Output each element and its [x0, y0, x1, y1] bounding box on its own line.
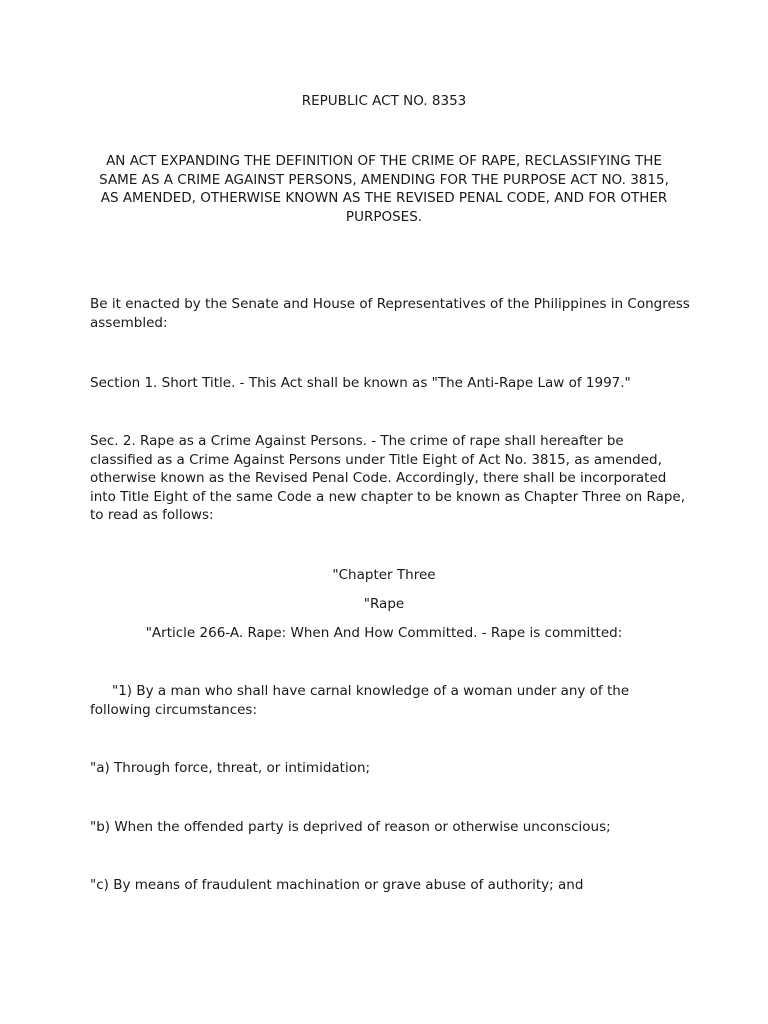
chapter-title: "Rape — [363, 596, 405, 612]
item-1-text: "1) By a man who shall have carnal knowledge of a woman under any of the following circumstances: — [90, 683, 630, 718]
item-c-text: "c) By means of fraudulent machination or grave abuse of authority; and — [90, 877, 584, 893]
chapter-heading: "Chapter Three — [332, 567, 436, 583]
enacting-clause: Be it enacted by the Senate and House of Representatives of the Philippines in Congress assembled: — [90, 296, 690, 331]
section-2-text: Sec. 2. Rape as a Crime Against Persons. - The crime of rape shall hereafter be classified as a Crime Against Persons under Title Eight of Act No. 3815, as amended, otherwise known as the Revised Penal Code. Accordingly, there shall be incorporated into Title Eight of the same Code a new chapter to be known as Chapter Three on Rape, to read as follows: — [90, 433, 686, 523]
act-subtitle: AN ACT EXPANDING THE DEFINITION OF THE CRIME OF RAPE, RECLASSIFYING THE SAME AS A CRIME AGAINST PERSONS, AMENDING FOR THE PURPOSE ACT NO. 3815, AS AMENDED, OTHERWISE KNOWN AS THE REVISED PENAL CODE, AND FOR OTHER PURPOSES. — [99, 153, 669, 225]
document-title: REPUBLIC ACT NO. 8353 — [301, 93, 467, 109]
item-b-text: "b) When the offended party is deprived of reason or otherwise unconscious; — [90, 819, 611, 835]
article-heading: "Article 266-A. Rape: When And How Committed. - Rape is committed: — [145, 625, 623, 641]
section-1-short-title: Section 1. Short Title. - This Act shall be known as "The Anti-Rape Law of 1997." — [90, 375, 631, 391]
item-a-text: "a) Through force, threat, or intimidation; — [90, 760, 371, 776]
